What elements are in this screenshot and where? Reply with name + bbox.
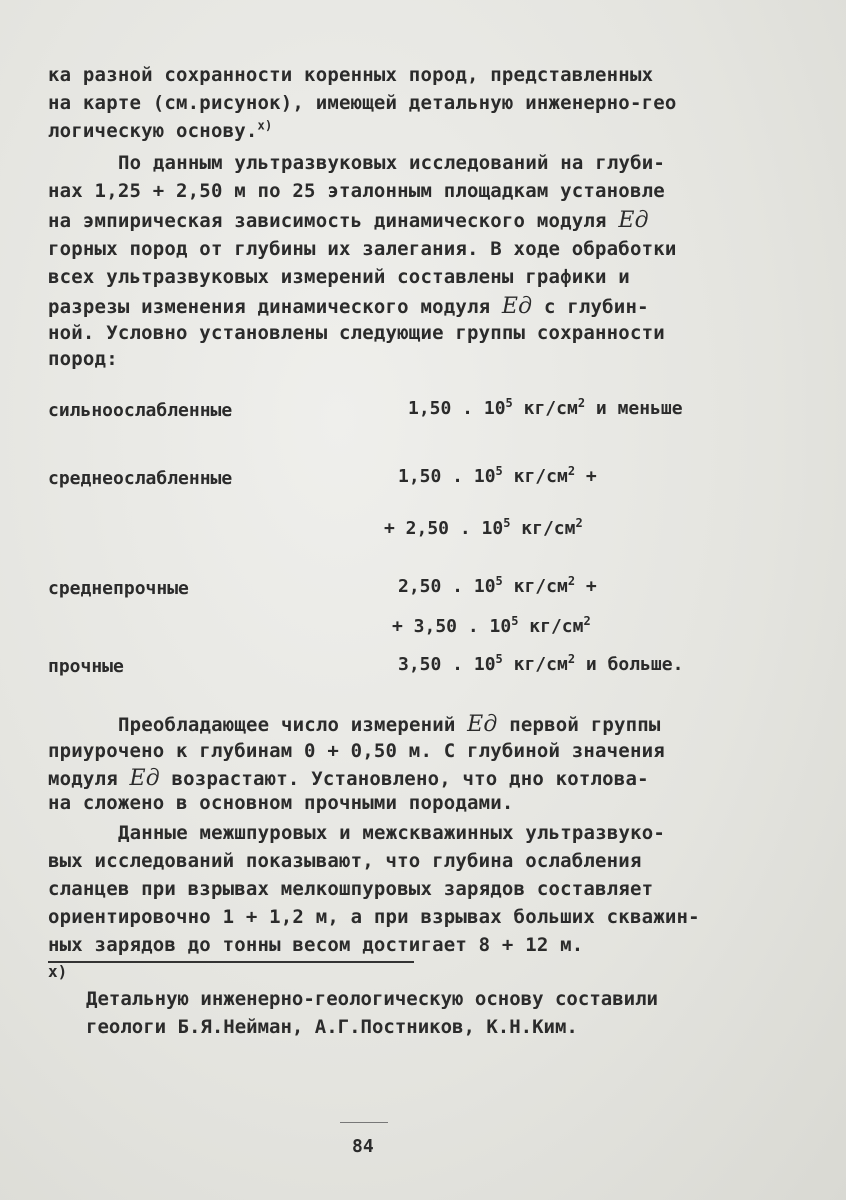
text-line: Преобладающее число измерений Eд первой группы	[118, 712, 661, 737]
footnote-reference: x)	[257, 118, 273, 133]
footnote-rule	[48, 961, 414, 963]
text-line: на карте (см.рисунок), имеющей детальную инженерно-гео	[48, 92, 677, 114]
group-value: 1,50 . $10^5$ $кг/см^2$ и меньше	[408, 396, 683, 419]
footnote-line: геологи Б.Я.Нейман, А.Г.Постников, К.Н.Ким.	[86, 1016, 578, 1038]
group-label: среднепрочные	[48, 578, 189, 599]
text-line: модуля Eд возрастают. Установлено, что дно котлова-	[48, 766, 649, 791]
footnote-line: Детальную инженерно-геологическую основу составили	[86, 988, 658, 1010]
text-line: пород:	[48, 348, 118, 370]
text-line: ориентировочно 1 + 1,2 м, а при взрывах больших скважин-	[48, 906, 700, 928]
group-label: среднеослабленные	[48, 468, 233, 489]
text-line: горных пород от глубины их залегания. В ходе обработки	[48, 238, 677, 260]
group-label: сильноослабленные	[48, 400, 233, 421]
modulus-symbol: Eд	[467, 712, 498, 737]
group-value: 3,50 . $10^5$ $кг/см^2$ и больше.	[398, 652, 684, 675]
group-value-range-end: + 3,50 . $10^5$ $кг/см^2$	[392, 614, 591, 637]
text-line: Данные межшпуровых и межскважинных ультразвуко-	[118, 822, 666, 844]
text-line: всех ультразвуковых измерений составлены графики и	[48, 266, 630, 288]
group-value-range-end: + 2,50 . $10^5$ $кг/см^2$	[384, 516, 583, 539]
group-value: 2,50 . $10^5$ $кг/см^2$ +	[398, 574, 597, 597]
group-value: 1,50 . $10^5$ $кг/см^2$ +	[398, 464, 597, 487]
text-line: По данным ультразвуковых исследований на глуби-	[118, 152, 666, 174]
modulus-symbol: Eд	[618, 208, 649, 233]
text-line: ка разной сохранности коренных пород, представленных	[48, 64, 654, 86]
text-line: разрезы изменения динамического модуля Eд с глубин-	[48, 294, 649, 319]
footnote-mark: x)	[48, 962, 68, 981]
group-label: прочные	[48, 656, 124, 677]
text-line: приурочено к глубинам 0 + 0,50 м. С глубиной значения	[48, 740, 665, 762]
page-number-rule	[340, 1122, 388, 1123]
text-line: ной. Условно установлены следующие группы сохранности	[48, 322, 665, 344]
modulus-symbol: Eд	[129, 766, 160, 791]
text-line: на сложено в основном прочными породами.	[48, 792, 514, 814]
text-line: ных зарядов до тонны весом достигает 8 + 12 м.	[48, 934, 584, 956]
modulus-symbol: Eд	[501, 294, 533, 319]
text-line: нах 1,25 + 2,50 м по 25 эталонным площадкам установле	[48, 180, 665, 202]
text-line: вых исследований показывают, что глубина ослабления	[48, 850, 642, 872]
page-number: 84	[352, 1136, 374, 1157]
text-line: сланцев при взрывах мелкошпуровых зарядов составляет	[48, 878, 654, 900]
text-line: логическую основу.$^{x)}$	[48, 118, 273, 142]
text-line: на эмпирическая зависимость динамического модуля Eд	[48, 208, 649, 233]
